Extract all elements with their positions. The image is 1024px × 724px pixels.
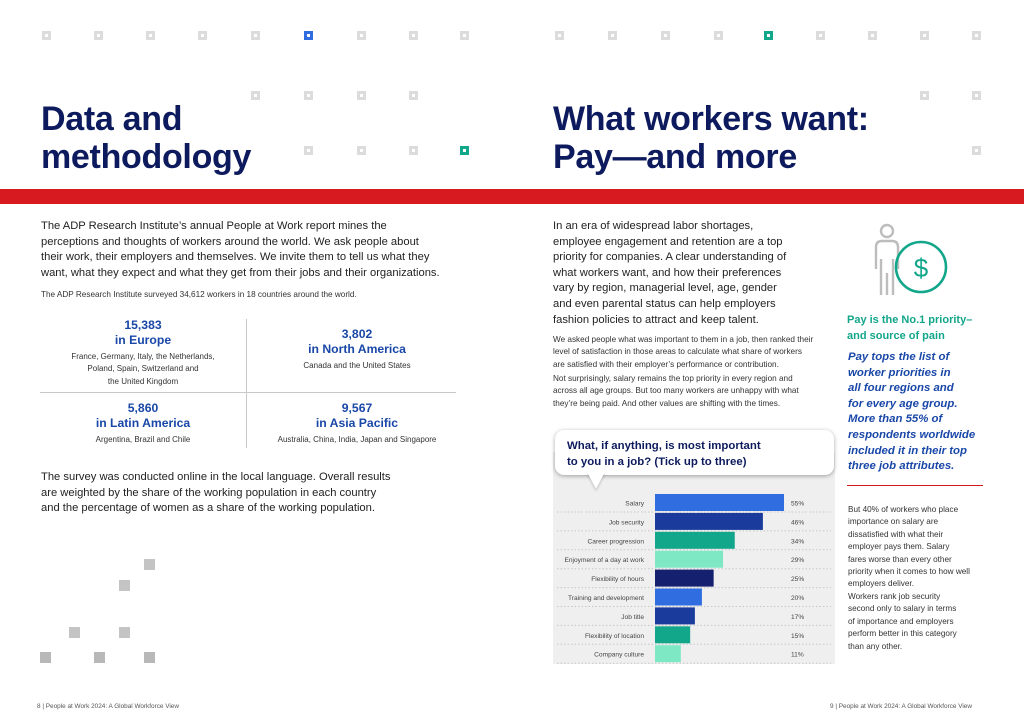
text-line: of importance and employers [848,616,954,626]
text-line: importance on salary are [848,517,939,527]
stat-number: 5,860 [127,401,159,415]
pattern-square [357,91,366,100]
stat-region: in Asia Pacific [315,416,399,430]
left-page-title [41,100,251,176]
chart-bar [655,607,695,624]
text-line: included it in their top [848,444,967,457]
chart-title-line: What, if anything, is most important [567,440,761,452]
chart-value-label: 15% [791,632,805,640]
pattern-square [972,146,981,155]
sidebar-heading [847,313,972,344]
chart-bar [655,570,714,587]
pattern-square [251,31,260,40]
pattern-square [69,627,80,638]
text-line: employee engagement and retention are a top [553,235,783,248]
chart-bar [655,626,690,643]
chart-category-label: Job security [608,519,644,527]
text-line: We asked people what was important to them in a job, then ranked their [553,335,814,344]
text-line: across all age groups. But too many workers are unhappy with what [553,386,799,396]
bubble-tail [587,472,605,489]
stat-countries [258,434,456,446]
pattern-square [42,31,51,40]
pattern-square [920,31,929,40]
pattern-square [146,31,155,40]
title-line: Pay—and more [553,138,797,176]
text-line: than any other. [848,641,903,651]
chart-bar [655,551,723,568]
right-page-title [553,100,869,176]
pattern-square [920,91,929,100]
pattern-square [972,31,981,40]
stat-asia-pacific [258,401,456,446]
text-line: their work, their employers and themselves. We invite them to tell us what they [41,251,430,264]
stat-latin-america [52,401,234,446]
pattern-square [251,91,260,100]
text-line: are satisfied with their employer’s performance or contribution. [553,359,779,369]
chart-category-label: Training and development [568,595,644,602]
chart-bar [655,532,735,549]
pattern-square [94,652,105,663]
text-line: But 40% of workers who place [848,505,959,514]
text-line: Pay is the No.1 priority– [847,314,973,326]
right-detail-paragraph-1 [553,334,838,371]
method-paragraph [41,470,461,517]
pattern-square [198,31,207,40]
text-line: Workers rank job security [848,592,941,601]
text-line: and the percentage of women as a share of the working population. [41,502,375,515]
pattern-square [144,652,155,663]
text-line: Pay tops the list of [848,351,950,363]
chart-bar [655,513,763,530]
chart-bar [655,589,702,606]
text-line: want, what they expect and what they get from their jobs and their organizations. [41,266,440,279]
pattern-square [608,31,617,40]
pattern-square [357,146,366,155]
text-line: for every age group. [848,397,958,410]
text-line: and source of pain [847,329,945,342]
text-line: respondents worldwide [848,428,976,441]
chart-value-label: 46% [791,519,805,527]
text-line: dissatisfied with what their [848,529,944,539]
text-line: they’re being paid. And other values are shifting with the times. [553,398,781,408]
text-line: priority for companies. A clear understanding of [553,251,787,264]
stats-vertical-divider [246,319,247,448]
pattern-square [816,31,825,40]
text-line: France, Germany, Italy, the Netherlands, [71,352,215,361]
text-line: level of satisfaction in those areas to calculate what share of workers [553,347,802,357]
text-line: Australia, China, India, Japan and Singapore [277,435,437,444]
pattern-square-accent [764,31,773,40]
chart-value-label: 20% [791,595,805,602]
chart-value-label: 25% [791,576,805,584]
pattern-square [409,31,418,40]
left-footer: 8 | People at Work 2024: A Global Workforce View [37,703,179,710]
pattern-square [868,31,877,40]
text-line: three job attributes. [848,460,955,473]
sidebar-highlight [848,350,975,475]
chart-bar [655,494,784,511]
title-line: What workers want: [553,100,869,138]
text-line: vary by region, managerial level, age, gender [553,282,777,295]
text-line: perform better in this category [848,629,957,639]
pattern-square [409,146,418,155]
chart-category-label: Salary [625,500,644,508]
pattern-square [661,31,670,40]
title-line: Data and [41,100,183,138]
chart-value-label: 55% [791,500,805,508]
chart-category-label: Job title [621,613,644,621]
pattern-square [555,31,564,40]
pattern-square [94,31,103,40]
text-line: all four regions and [848,382,954,395]
pattern-square [972,91,981,100]
text-line: employer pays them. Salary [848,542,950,552]
stat-region: in Latin America [95,416,191,430]
text-line: are weighted by the share of the working population in each country [41,486,377,499]
pattern-square [40,652,51,663]
left-intro-paragraph [41,219,481,281]
pattern-square [304,146,313,155]
pattern-square [357,31,366,40]
text-line: second only to salary in terms [848,604,957,614]
stat-europe [52,318,234,388]
text-line: employers deliver. [848,579,914,589]
pattern-square-accent [304,31,313,40]
title-line: methodology [41,138,252,176]
text-line: what workers want, and how their preferences [553,266,782,279]
stats-horizontal-divider [40,392,456,393]
survey-note: The ADP Research Institute surveyed 34,612 workers in 18 countries around the world. [41,290,357,299]
text-line: The survey was conducted online in the local language. Overall results [41,471,391,483]
pattern-square [460,31,469,40]
pattern-square [304,91,313,100]
chart-title [567,439,761,470]
pattern-square [714,31,723,40]
red-divider-band [0,189,1024,204]
chart-category-label: Flexibility of location [584,632,644,640]
chart-value-label: 29% [791,557,805,565]
right-footer: 9 | People at Work 2024: A Global Workforce View [830,703,972,710]
text-line: fashion policies to attract and keep talent. [553,313,759,326]
stat-number: 15,383 [124,318,162,332]
person-dollar-icon [873,221,953,297]
sidebar-red-rule [847,485,983,486]
stat-north-america [262,327,452,372]
chart-category-label: Career progression [587,538,644,546]
pattern-square [144,559,155,570]
text-line: the United Kingdom [107,376,179,386]
stat-region: in North America [308,342,406,356]
right-intro-paragraph [553,219,833,328]
text-line: In an era of widespread labor shortages, [553,220,754,232]
pattern-square-accent [460,146,469,155]
text-line: More than 55% of [848,413,943,426]
text-line: fares worse than every other [848,554,952,564]
chart-bar [655,645,681,662]
text-line: Poland, Spain, Switzerland and [87,364,199,374]
sidebar-note-2 [848,591,988,653]
text-line: Canada and the United States [303,361,411,370]
text-line: Argentina, Brazil and Chile [95,435,191,444]
text-line: worker priorities in [848,366,951,379]
stat-countries [52,351,234,388]
stat-region: in Europe [114,333,172,347]
chart-value-label: 17% [791,613,805,621]
pattern-square [119,627,130,638]
stat-number: 3,802 [341,327,373,341]
text-line: and even parental status can help employers [553,297,776,310]
right-detail-paragraph-2 [553,373,838,410]
sidebar-note-1 [848,504,988,591]
chart-category-label: Company culture [594,651,644,659]
text-line: Not surprisingly, salary remains the top priority in every region and [553,374,793,383]
text-line: perceptions and thoughts of workers around the world. We ask people about [41,235,419,248]
chart-category-label: Enjoyment of a day at work [564,557,644,565]
text-line: priority when it comes to how well [848,567,970,577]
text-line: The ADP Research Institute’s annual People at Work report mines the [41,220,387,232]
stat-countries [52,434,234,446]
chart-value-label: 34% [791,538,805,546]
chart-category-label: Flexibility of hours [591,576,644,584]
chart-value-label: 11% [791,651,804,659]
pattern-square [119,580,130,591]
chart-title-line: to you in a job? (Tick up to three) [567,455,747,468]
stat-countries [262,360,452,372]
svg-text:$: $ [913,253,929,283]
stat-number: 9,567 [341,401,373,415]
pattern-square [409,91,418,100]
